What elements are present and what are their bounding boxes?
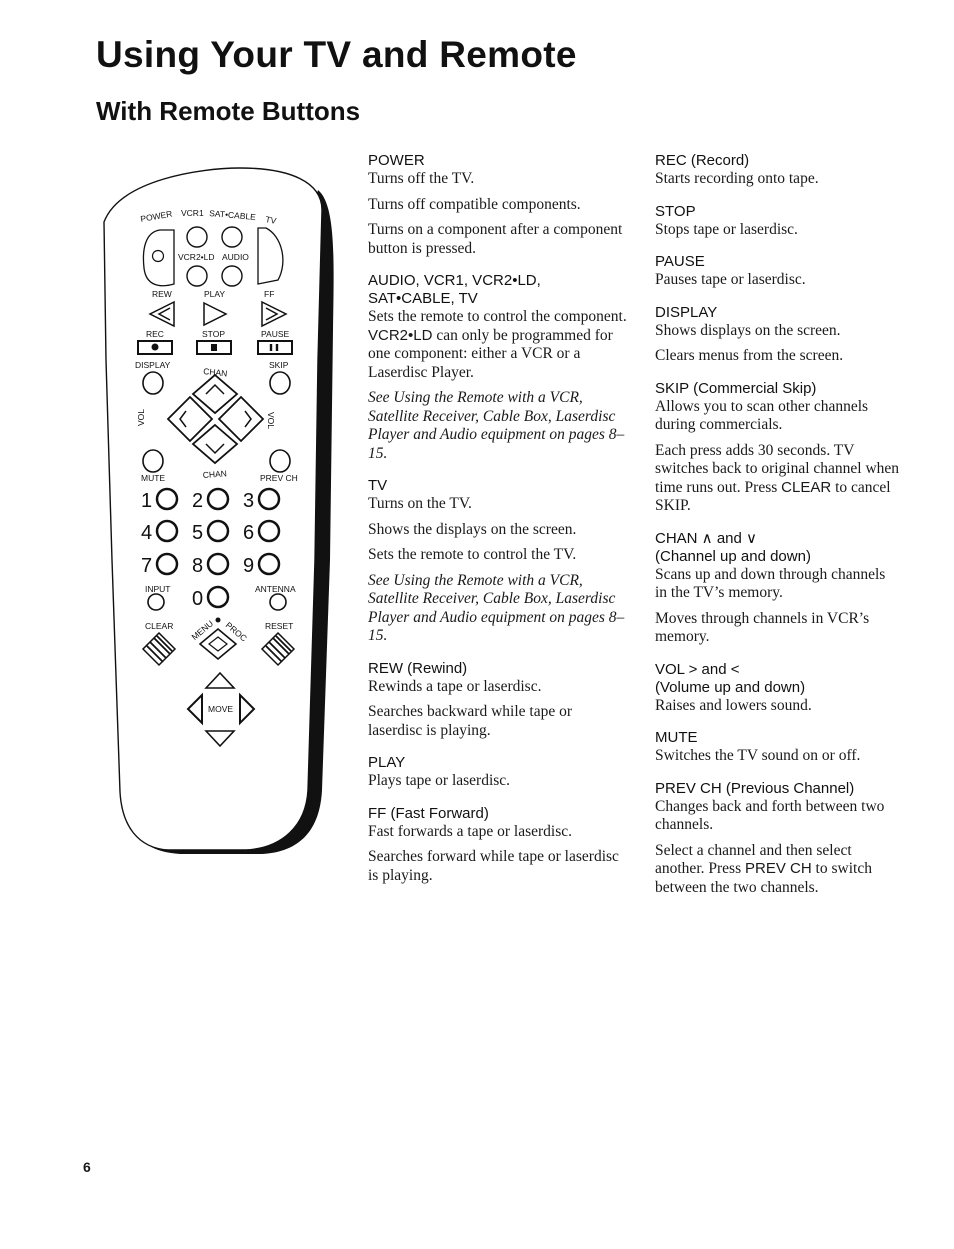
entry-text: Allows you to scan other channels during commercials. — [655, 397, 869, 433]
cross-reference: See Using the Remote with a VCR, Satellite Receiver, Cable Box, Laserdisc Player and Audio equipment on pages 8–15. — [368, 389, 625, 462]
entry-text: Rewinds a tape or laserdisc. — [368, 677, 542, 695]
entry-heading: POWER — [368, 152, 425, 169]
entry — [368, 477, 630, 646]
entry-text: Shows displays on the screen. — [655, 321, 841, 339]
entry — [655, 780, 900, 898]
entry-text: Stops tape or laserdisc. — [655, 220, 798, 238]
entry-heading: PLAY — [368, 754, 406, 771]
button-name: VCR2•LD — [368, 326, 433, 344]
column-left — [368, 152, 630, 899]
entry-text: Moves through channels in VCR’s memory. — [655, 609, 870, 645]
entry-subheading: (Volume up and down) — [655, 678, 806, 696]
move-label: MOVE — [208, 704, 234, 714]
entry-text: Scans up and down through channels in the TV’s memory. — [655, 565, 886, 601]
prevch-label: PREV CH — [260, 473, 298, 483]
skip-label: SKIP — [269, 360, 289, 370]
entry-heading: PAUSE — [655, 253, 705, 270]
rew-label: REW — [152, 289, 172, 299]
pause-label: PAUSE — [261, 329, 290, 339]
chan-top-label: CHAN — [202, 366, 228, 379]
entry-text: Starts recording onto tape. — [655, 170, 819, 187]
power-label: POWER — [139, 208, 173, 224]
entry-text-part: can only be programmed for one component: either a VCR or a Laserdisc Player. — [368, 326, 613, 381]
column-right — [655, 152, 900, 911]
entry-text-part: to cancel SKIP. — [655, 478, 891, 514]
vcr2ld-label: VCR2•LD — [178, 252, 215, 262]
play-label: PLAY — [204, 289, 226, 299]
input-label: INPUT — [145, 584, 171, 594]
entry — [655, 253, 900, 290]
entry — [368, 272, 630, 463]
entry-text: Switches the TV sound on or off. — [655, 747, 861, 764]
entry-heading: CHAN ∧ and ∨ — [655, 529, 757, 547]
svg-text:0: 0 — [192, 588, 204, 610]
cross-reference: See Using the Remote with a VCR, Satellite Receiver, Cable Box, Laserdisc Player and Audio equipment on pages 8–15. — [368, 571, 625, 644]
entry-text: Fast forwards a tape or laserdisc. — [368, 822, 573, 840]
entry-text: Raises and lowers sound. — [655, 696, 812, 714]
entry-text: Clears menus from the screen. — [655, 347, 844, 364]
entry — [655, 530, 900, 647]
clear-label: CLEAR — [145, 621, 174, 631]
entry-text: Plays tape or laserdisc. — [368, 772, 511, 789]
entry-text — [368, 308, 630, 382]
page-subtitle: With Remote Buttons — [96, 96, 361, 126]
stop-label: STOP — [202, 329, 225, 339]
entry — [655, 380, 900, 516]
page-title: Using Your TV and Remote — [96, 34, 577, 75]
svg-text:5: 5 — [192, 522, 204, 544]
entry-heading: DISPLAY — [655, 303, 718, 321]
entry — [655, 661, 900, 716]
entry — [655, 729, 900, 766]
svg-text:2: 2 — [192, 490, 204, 512]
entry — [368, 660, 630, 741]
svg-text:7: 7 — [141, 555, 153, 577]
remote-illustration — [90, 160, 350, 865]
entry-subheading: (Channel up and down) — [655, 547, 811, 565]
page-number: 6 — [83, 1159, 91, 1175]
entry — [655, 203, 900, 240]
entry — [655, 304, 900, 366]
entry-heading: REW (Rewind) — [368, 659, 468, 677]
svg-text:6: 6 — [243, 522, 255, 544]
entry-text: Searches backward while tape or laserdisc is playing. — [368, 703, 572, 739]
entry-text — [655, 842, 900, 898]
vol-left-label: VOL — [136, 408, 146, 426]
mute-label: MUTE — [141, 473, 166, 483]
entry-text: Turns on a component after a component button is pressed. — [368, 221, 623, 257]
svg-text:8: 8 — [192, 555, 204, 577]
entry-text: Turns off compatible components. — [368, 195, 581, 213]
entry-text: Pauses tape or laserdisc. — [655, 271, 806, 288]
entry-text — [655, 442, 900, 516]
entry-text-part: Select a channel and then select another. Press — [655, 841, 852, 877]
ff-label: FF — [264, 289, 275, 299]
reset-label: RESET — [265, 621, 294, 631]
menu-dot-icon — [216, 618, 221, 623]
entry-text: Turns on the TV. — [368, 495, 472, 512]
entry-heading: PREV CH (Previous Channel) — [655, 779, 855, 797]
entry — [368, 805, 630, 886]
entry-text: Searches forward while tape or laserdisc is playing. — [368, 848, 619, 884]
entry-text: Shows the displays on the screen. — [368, 520, 577, 538]
entry-heading: REC (Record) — [655, 152, 750, 169]
entry-heading: VOL > and < — [655, 660, 740, 678]
proc-label: PROC — [223, 619, 249, 644]
entry-text: Turns off the TV. — [368, 170, 475, 187]
entry — [368, 152, 630, 258]
audio-label: AUDIO — [222, 252, 249, 262]
svg-text:1: 1 — [141, 490, 153, 512]
vol-right-label: VOL — [266, 412, 276, 430]
satcable-label: SAT•CABLE — [208, 208, 257, 223]
entry-heading: SKIP (Commercial Skip) — [655, 379, 817, 397]
entry-heading: TV — [368, 477, 388, 494]
menu-label: MENU — [189, 618, 216, 643]
rec-label: REC — [146, 329, 164, 339]
svg-text:4: 4 — [141, 522, 153, 544]
entry-text: Changes back and forth between two channels. — [655, 797, 885, 833]
button-name: CLEAR — [781, 478, 832, 496]
antenna-label: ANTENNA — [255, 584, 296, 594]
entry-text-part: Sets the remote to control the component. — [368, 308, 627, 325]
entry — [655, 152, 900, 189]
button-name: PREV CH — [744, 860, 812, 877]
svg-text:3: 3 — [243, 490, 255, 512]
entry-heading: STOP — [655, 202, 696, 220]
chan-bottom-label: CHAN — [202, 468, 228, 480]
entry-text-part: to switch between the two channels. — [655, 860, 872, 896]
entry-text: Sets the remote to control the TV. — [368, 546, 577, 563]
entry-heading: FF (Fast Forward) — [368, 804, 489, 822]
entry — [368, 754, 630, 791]
rec-dot-icon — [152, 344, 159, 351]
svg-text:9: 9 — [243, 555, 255, 577]
vcr1-label: VCR1 — [181, 208, 204, 218]
tv-label: TV — [264, 214, 278, 226]
display-label: DISPLAY — [135, 360, 171, 370]
entry-heading: AUDIO, VCR1, VCR2•LD, SAT•CABLE, TV — [368, 272, 541, 307]
entry-heading: MUTE — [655, 729, 698, 746]
stop-square-icon — [211, 344, 217, 351]
entry-text-part: Each press adds 30 seconds. TV switches back to original channel when time runs out. Press — [655, 441, 900, 496]
